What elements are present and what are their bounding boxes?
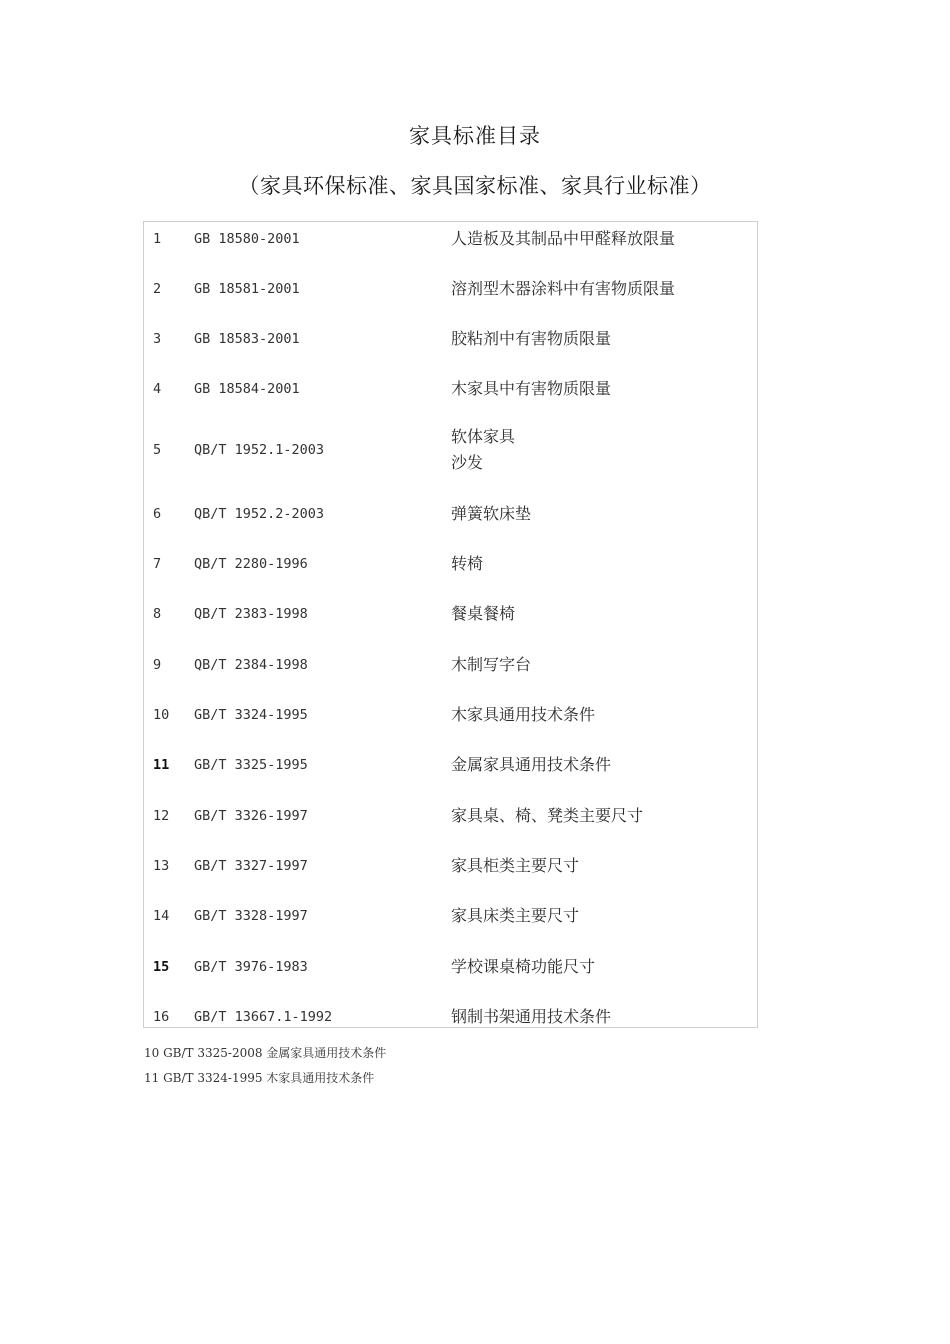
standard-code: GB/T 3327-1997 xyxy=(194,858,308,874)
standard-code: GB/T 3326-1997 xyxy=(194,808,308,824)
table-row xyxy=(144,1002,757,1032)
standard-name: 家具桌、椅、凳类主要尺寸 xyxy=(451,806,644,825)
standard-code: QB/T 2384-1998 xyxy=(194,657,308,673)
table-row xyxy=(144,274,757,304)
standard-code: GB 18581-2001 xyxy=(194,281,300,297)
footnote: 10 GB/T 3325-2008 金属家具通用技术条件 xyxy=(144,1046,387,1060)
standard-name: 溶剂型木器涂料中有害物质限量 xyxy=(451,279,676,298)
standard-code: GB 18583-2001 xyxy=(194,331,300,347)
row-number: 6 xyxy=(153,506,162,522)
table-row xyxy=(144,224,757,254)
standard-name: 人造板及其制品中甲醛释放限量 xyxy=(451,229,676,248)
standard-name: 钢制书架通用技术条件 xyxy=(451,1007,612,1026)
table-row xyxy=(144,801,757,831)
standards-table xyxy=(143,221,758,1028)
table-row xyxy=(144,424,757,476)
row-number: 15 xyxy=(153,959,170,975)
table-row xyxy=(144,374,757,404)
document-title: 家具标准目录 xyxy=(409,124,541,148)
row-number: 1 xyxy=(153,231,162,247)
standard-code: GB 18580-2001 xyxy=(194,231,300,247)
standard-code: QB/T 1952.2-2003 xyxy=(194,506,325,522)
standard-code: GB/T 3324-1995 xyxy=(194,707,308,723)
standard-code: QB/T 1952.1-2003 xyxy=(194,442,325,458)
row-number: 3 xyxy=(153,331,162,347)
standard-name: 弹簧软床垫 xyxy=(451,504,532,523)
row-number: 14 xyxy=(153,908,170,924)
standard-name: 木家具中有害物质限量 xyxy=(451,379,612,398)
table-row xyxy=(144,901,757,931)
standard-name: 木制写字台 xyxy=(451,655,532,674)
row-number: 11 xyxy=(153,757,170,773)
table-row xyxy=(144,851,757,881)
row-number: 9 xyxy=(153,657,162,673)
table-row xyxy=(144,700,757,730)
standard-name: 家具床类主要尺寸 xyxy=(451,906,580,925)
row-number: 10 xyxy=(153,707,170,723)
row-number: 5 xyxy=(153,442,162,458)
footnote: 11 GB/T 3324-1995 木家具通用技术条件 xyxy=(144,1071,375,1085)
standard-code: GB/T 3325-1995 xyxy=(194,757,308,773)
row-number: 8 xyxy=(153,606,162,622)
standard-name: 学校课桌椅功能尺寸 xyxy=(451,957,596,976)
standard-name: 家具柜类主要尺寸 xyxy=(451,856,580,875)
standard-code: QB/T 2280-1996 xyxy=(194,556,308,572)
document-subtitle: （家具环保标准、家具国家标准、家具行业标准） xyxy=(238,174,712,198)
standard-code: GB/T 13667.1-1992 xyxy=(194,1009,333,1025)
standard-code: GB/T 3328-1997 xyxy=(194,908,308,924)
row-number: 13 xyxy=(153,858,170,874)
standard-name: 转椅 xyxy=(451,554,484,573)
standard-code: GB/T 3976-1983 xyxy=(194,959,308,975)
table-row xyxy=(144,750,757,780)
table-row xyxy=(144,599,757,629)
standard-name: 餐桌餐椅 xyxy=(451,604,516,623)
row-number: 12 xyxy=(153,808,170,824)
standard-name: 金属家具通用技术条件 xyxy=(451,755,612,774)
row-number: 4 xyxy=(153,381,162,397)
table-row xyxy=(144,499,757,529)
standard-code: GB 18584-2001 xyxy=(194,381,300,397)
standard-name: 软体家具 沙发 xyxy=(451,427,516,472)
row-number: 2 xyxy=(153,281,162,297)
standard-name: 胶粘剂中有害物质限量 xyxy=(451,329,612,348)
table-row xyxy=(144,549,757,579)
table-row xyxy=(144,324,757,354)
row-number: 7 xyxy=(153,556,162,572)
table-row xyxy=(144,650,757,680)
standard-code: QB/T 2383-1998 xyxy=(194,606,308,622)
table-row xyxy=(144,952,757,982)
standard-name: 木家具通用技术条件 xyxy=(451,705,596,724)
row-number: 16 xyxy=(153,1009,170,1025)
